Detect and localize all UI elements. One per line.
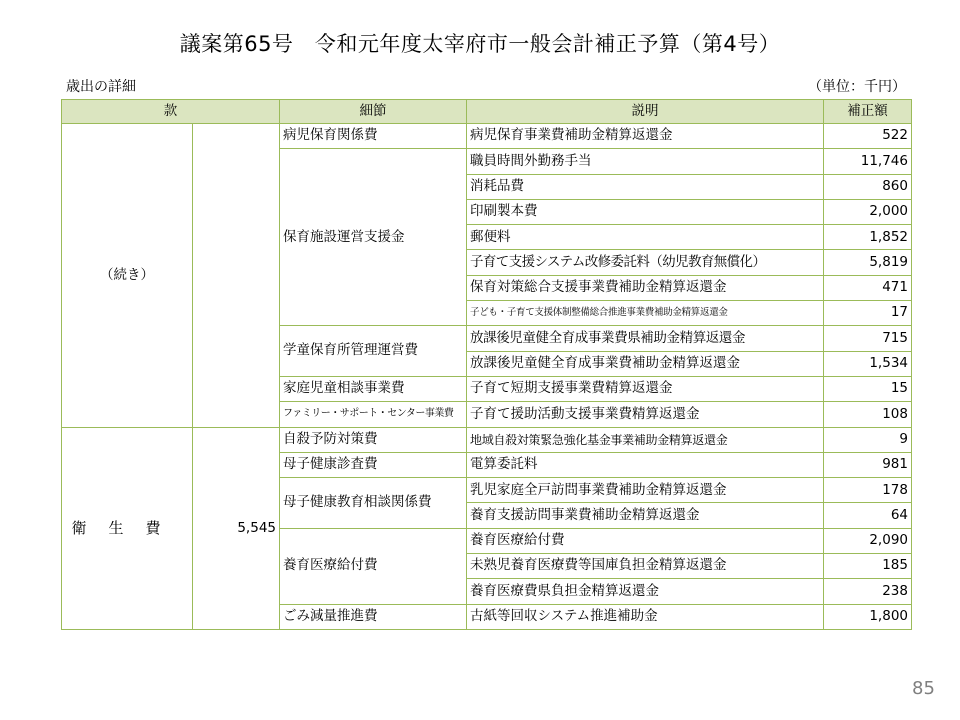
setsumei-cell: 未熟児養育医療費等国庫負担金精算返還金 bbox=[467, 554, 824, 579]
setsumei-cell: 古紙等回収システム推進補助金 bbox=[467, 604, 824, 629]
gaku-cell: 17 bbox=[824, 301, 912, 326]
kan-amount-cell bbox=[193, 124, 280, 428]
setsumei-cell: 養育支援訪問事業費補助金精算返還金 bbox=[467, 503, 824, 528]
gaku-cell: 715 bbox=[824, 326, 912, 351]
header-kan: 款 bbox=[62, 100, 280, 124]
header-setsumei: 説明 bbox=[467, 100, 824, 124]
gaku-cell: 2,090 bbox=[824, 528, 912, 553]
setsumei-cell: 病児保育事業費補助金精算返還金 bbox=[467, 124, 824, 149]
gaku-cell: 1,534 bbox=[824, 351, 912, 376]
setsumei-cell: 消耗品費 bbox=[467, 174, 824, 199]
gaku-cell: 471 bbox=[824, 275, 912, 300]
setsumei-cell: 保育対策総合支援事業費補助金精算返還金 bbox=[467, 275, 824, 300]
saimoku-cell: 家庭児童相談事業費 bbox=[280, 376, 467, 401]
saimoku-cell: 病児保育関係費 bbox=[280, 124, 467, 149]
gaku-cell: 108 bbox=[824, 402, 912, 427]
setsumei-cell: 職員時間外勤務手当 bbox=[467, 149, 824, 174]
kan-amount-cell: 5,545 bbox=[193, 427, 280, 629]
section-subtitle: 歳出の詳細 bbox=[66, 79, 136, 95]
gaku-cell: 2,000 bbox=[824, 199, 912, 224]
setsumei-cell: 印刷製本費 bbox=[467, 199, 824, 224]
gaku-cell: 11,746 bbox=[824, 149, 912, 174]
table-row bbox=[62, 427, 912, 452]
saimoku-cell: 保育施設運営支援金 bbox=[280, 149, 467, 326]
setsumei-cell: 養育医療給付費 bbox=[467, 528, 824, 553]
setsumei-cell: 放課後児童健全育成事業費県補助金精算返還金 bbox=[467, 326, 824, 351]
setsumei-cell: 地域自殺対策緊急強化基金事業補助金精算返還金 bbox=[467, 427, 824, 452]
saimoku-cell: 養育医療給付費 bbox=[280, 528, 467, 604]
saimoku-cell: 学童保育所管理運営費 bbox=[280, 326, 467, 377]
gaku-cell: 64 bbox=[824, 503, 912, 528]
gaku-cell: 9 bbox=[824, 427, 912, 452]
gaku-cell: 981 bbox=[824, 452, 912, 477]
table-header-row bbox=[62, 100, 912, 124]
gaku-cell: 1,852 bbox=[824, 225, 912, 250]
header-gaku: 補正額 bbox=[824, 100, 912, 124]
page-number: 85 bbox=[912, 678, 935, 699]
gaku-cell: 178 bbox=[824, 478, 912, 503]
gaku-cell: 5,819 bbox=[824, 250, 912, 275]
setsumei-cell: 乳児家庭全戸訪問事業費補助金精算返還金 bbox=[467, 478, 824, 503]
header-saimoku: 細節 bbox=[280, 100, 467, 124]
gaku-cell: 185 bbox=[824, 554, 912, 579]
table-row bbox=[62, 124, 912, 149]
setsumei-cell: 子育て援助活動支援事業費精算返還金 bbox=[467, 402, 824, 427]
saimoku-cell: ファミリー・サポート・センター事業費 bbox=[280, 402, 467, 427]
kan-cell: 衛生費 bbox=[62, 427, 193, 629]
setsumei-cell: 電算委託料 bbox=[467, 452, 824, 477]
gaku-cell: 238 bbox=[824, 579, 912, 604]
setsumei-cell: 子ども・子育て支援体制整備総合推進事業費補助金精算返還金 bbox=[467, 301, 824, 326]
gaku-cell: 15 bbox=[824, 376, 912, 401]
saimoku-cell: 母子健康教育相談関係費 bbox=[280, 478, 467, 529]
gaku-cell: 860 bbox=[824, 174, 912, 199]
setsumei-cell: 放課後児童健全育成事業費補助金精算返還金 bbox=[467, 351, 824, 376]
gaku-cell: 522 bbox=[824, 124, 912, 149]
saimoku-cell: 自殺予防対策費 bbox=[280, 427, 467, 452]
setsumei-cell: 養育医療費県負担金精算返還金 bbox=[467, 579, 824, 604]
page-title: 議案第65号 令和元年度太宰府市一般会計補正予算（第4号） bbox=[179, 32, 781, 56]
saimoku-cell: 母子健康診査費 bbox=[280, 452, 467, 477]
budget-table bbox=[61, 99, 912, 630]
unit-label: （単位：千円） bbox=[808, 79, 906, 95]
kan-cell: （続き） bbox=[62, 124, 193, 428]
setsumei-cell: 子育て支援システム改修委託料（幼児教育無償化） bbox=[467, 250, 824, 275]
gaku-cell: 1,800 bbox=[824, 604, 912, 629]
setsumei-cell: 子育て短期支援事業費精算返還金 bbox=[467, 376, 824, 401]
setsumei-cell: 郵便料 bbox=[467, 225, 824, 250]
saimoku-cell: ごみ減量推進費 bbox=[280, 604, 467, 629]
